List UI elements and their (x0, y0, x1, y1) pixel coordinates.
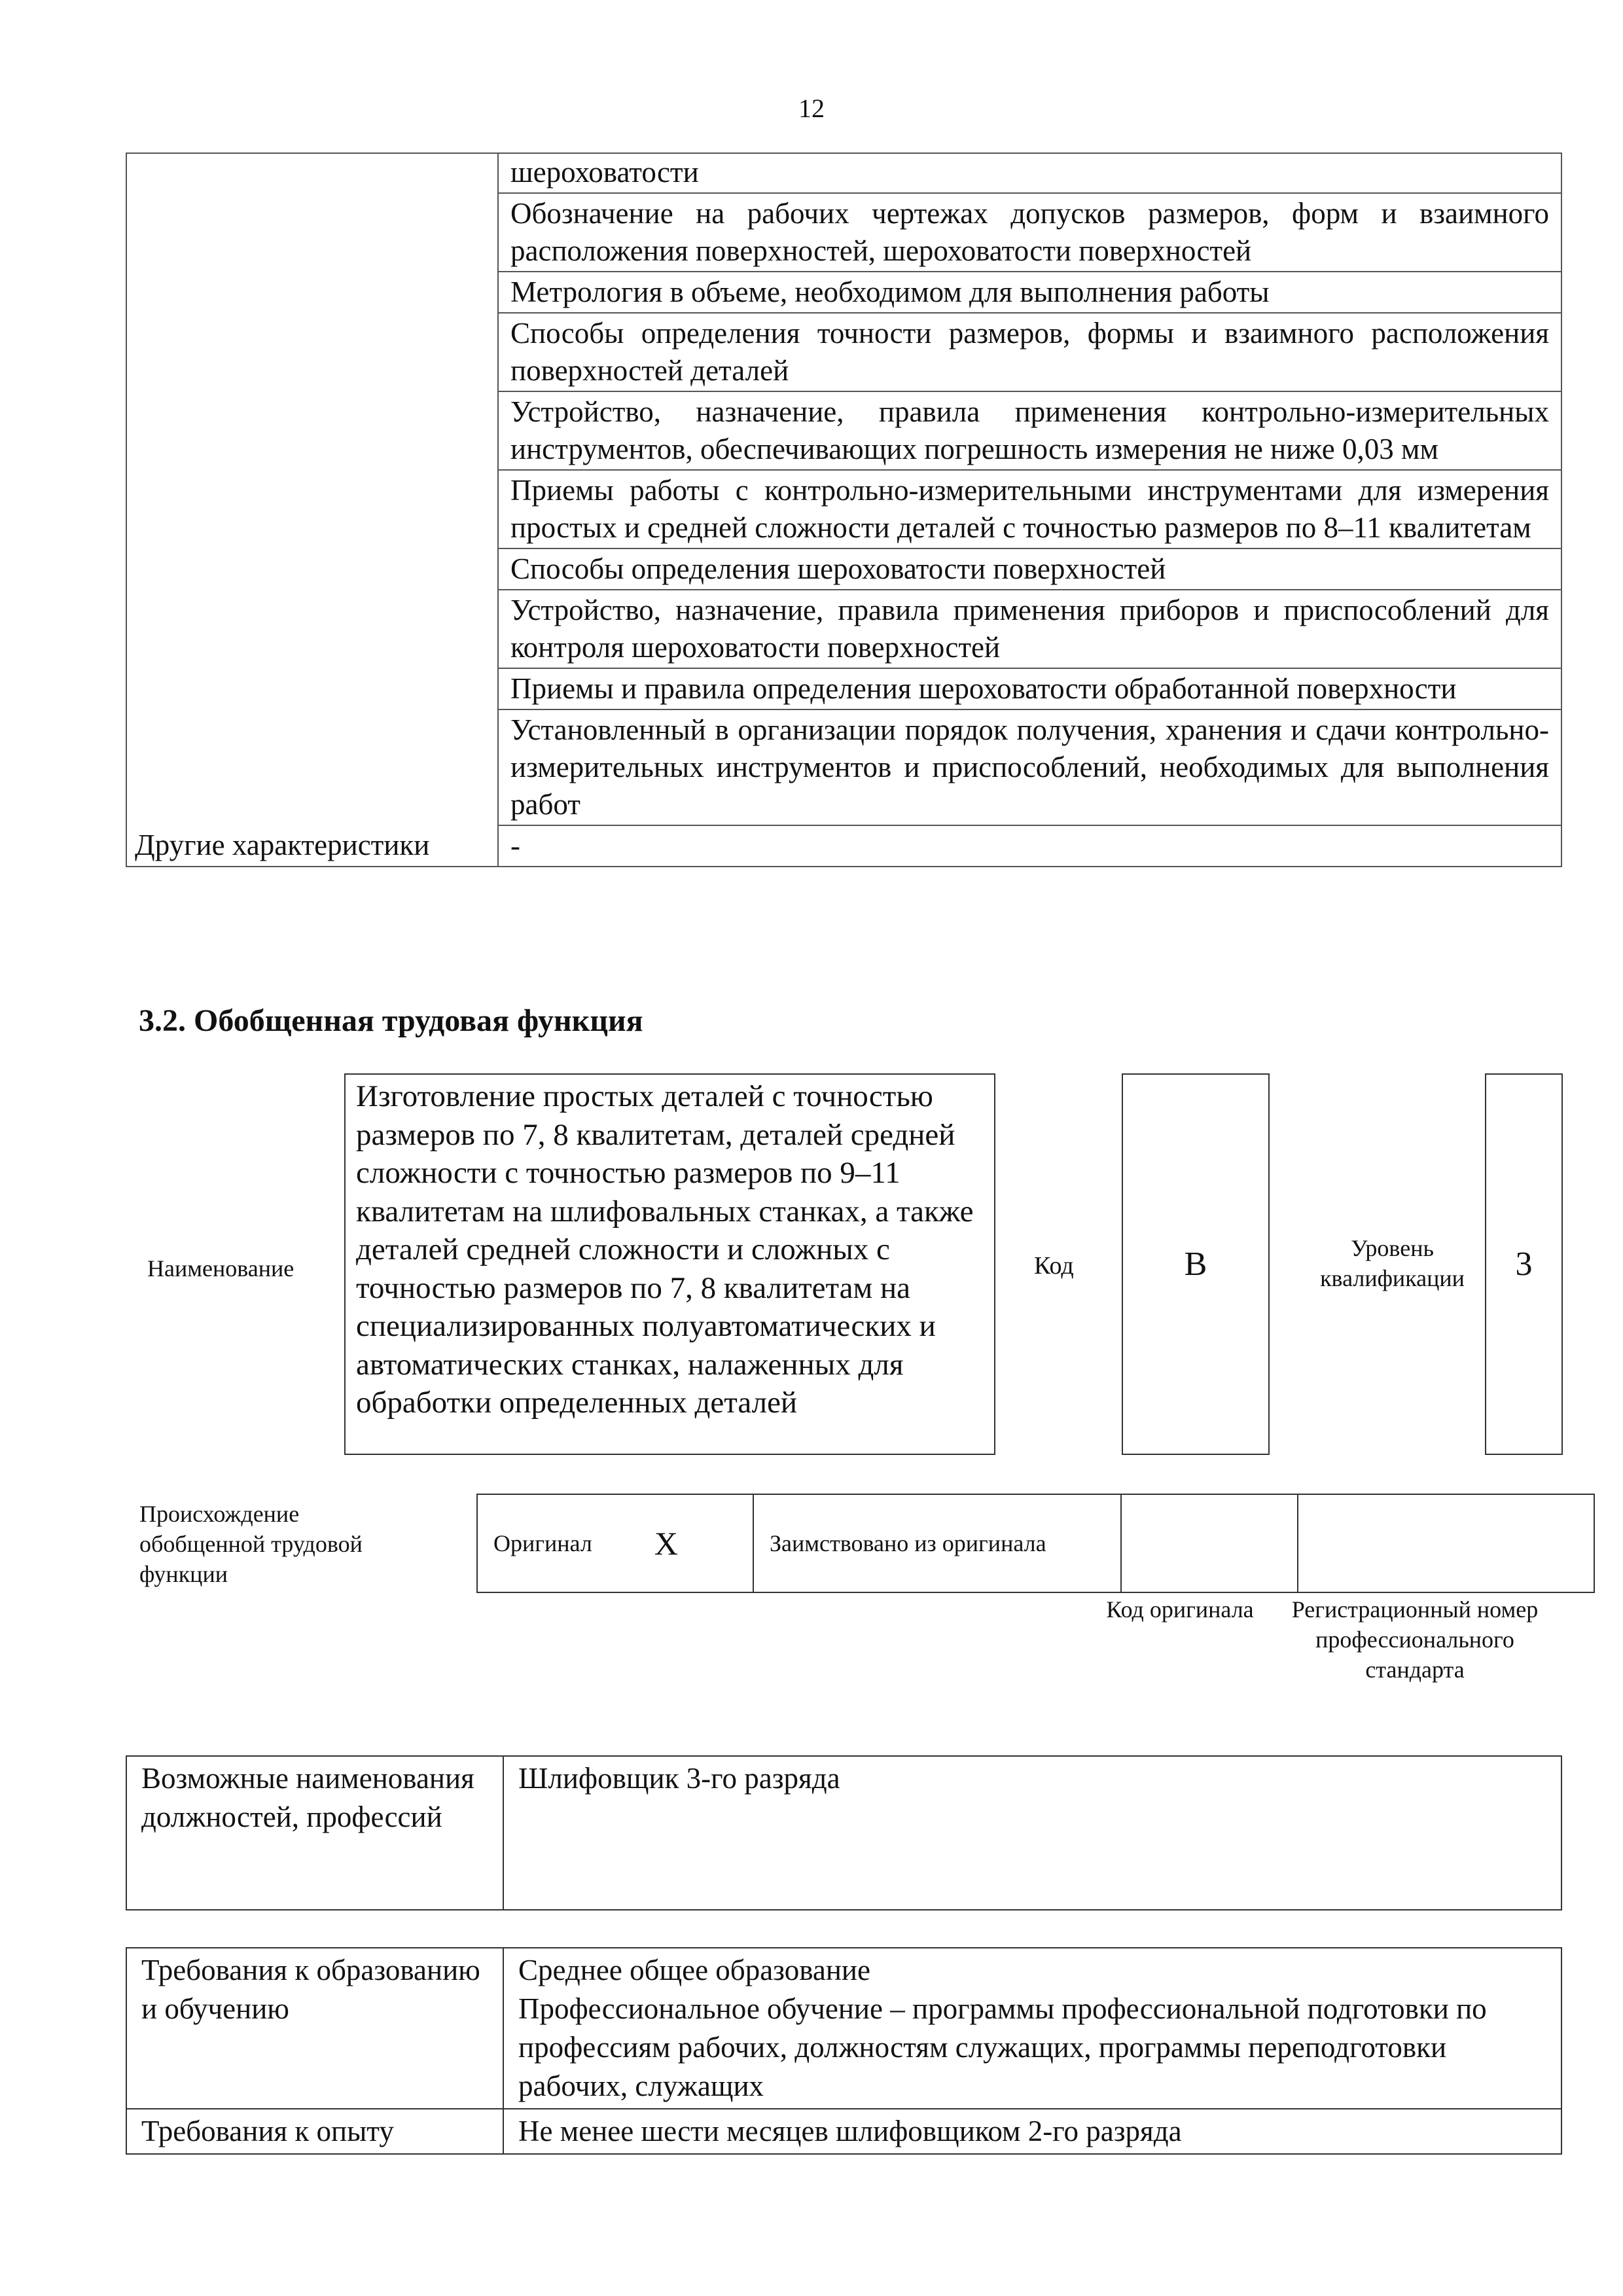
positions-table (126, 1755, 1562, 1910)
knowledge-merged-label-cell (126, 153, 498, 825)
qualification-level-label: Уровень квалификации (1320, 1235, 1465, 1291)
education-line: Среднее общее образование (518, 1954, 870, 1986)
original-code-cell (1121, 1494, 1298, 1592)
education-line: Профессиональное обучение – программы профессиональной подготовки по профессиям рабочих, должностям служащих, программы переподготовки рабочих, служащих (518, 1992, 1487, 2102)
education-requirements-value (503, 1948, 1561, 2109)
knowledge-item: Устройство, назначение, правила применения контрольно-измерительных инструментов, обеспечивающих погрешность измерения не ниже 0,03 мм (498, 391, 1561, 470)
knowledge-table (126, 152, 1562, 867)
registration-number-cell (1298, 1494, 1594, 1592)
knowledge-item: Способы определения шероховатости поверхностей (498, 548, 1561, 590)
knowledge-item: Приемы работы с контрольно-измерительными инструментами для измерения простых и средней сложности деталей с точностью размеров по 8–11 квалитетам (498, 470, 1561, 548)
positions-label: Возможные наименования должностей, профессий (126, 1756, 503, 1910)
code-original-caption: Код оригинала (1106, 1596, 1254, 1623)
other-characteristics-label: Другие характеристики (126, 825, 498, 867)
knowledge-item: Приемы и правила определения шероховатости обработанной поверхности (498, 668, 1561, 709)
requirements-table (126, 1947, 1562, 2155)
knowledge-item: Установленный в организации порядок получения, хранения и сдачи контрольно-измерительных инструментов и приспособлений, необходимых для выполнения работ (498, 709, 1561, 825)
original-mark: X (654, 1525, 678, 1562)
name-label: Наименование (147, 1255, 294, 1282)
code-label: Код (1034, 1252, 1074, 1280)
knowledge-item: Способы определения точности размеров, формы и взаимного расположения поверхностей деталей (498, 313, 1561, 391)
knowledge-item: шероховатости (498, 153, 1561, 193)
origin-label: Происхождение обобщенной трудовой функции (139, 1501, 363, 1587)
knowledge-item: Обозначение на рабочих чертежах допусков размеров, форм и взаимного расположения поверхностей, шероховатости поверхностей (498, 193, 1561, 272)
knowledge-item: Метрология в объеме, необходимом для выполнения работы (498, 272, 1561, 313)
original-cell (477, 1494, 753, 1592)
code-value-box: B (1122, 1073, 1270, 1455)
function-name-box: Изготовление простых деталей с точностью размеров по 7, 8 квалитетам, деталей средней сложности с точностью размеров по 9–11 квалитетам на шлифовальных станках, а также деталей средней сложности и сложных с точностью размеров по 7, 8 квалитетам на специализированных полуавтоматических и автоматических станках, налаженных для обработки определенных деталей (344, 1073, 995, 1455)
borrowed-label: Заимствовано из оригинала (753, 1494, 1121, 1592)
original-label: Оригинал (493, 1530, 592, 1556)
page-number: 12 (798, 94, 825, 123)
knowledge-item: Устройство, назначение, правила применения приборов и приспособлений для контроля шероховатости поверхностей (498, 590, 1561, 668)
positions-value: Шлифовщик 3-го разряда (503, 1756, 1561, 1910)
origin-table (476, 1494, 1595, 1593)
section-title: 3.2. Обобщенная трудовая функция (139, 1003, 643, 1038)
qualification-level-box: 3 (1485, 1073, 1563, 1455)
registration-number-caption: Регистрационный номер профессионального стандарта (1291, 1596, 1539, 1683)
education-requirements-label: Требования к образованию и обучению (126, 1948, 503, 2109)
experience-requirements-value: Не менее шести месяцев шлифовщиком 2-го разряда (503, 2109, 1561, 2154)
experience-requirements-label: Требования к опыту (126, 2109, 503, 2154)
other-characteristics-value: - (498, 825, 1561, 867)
